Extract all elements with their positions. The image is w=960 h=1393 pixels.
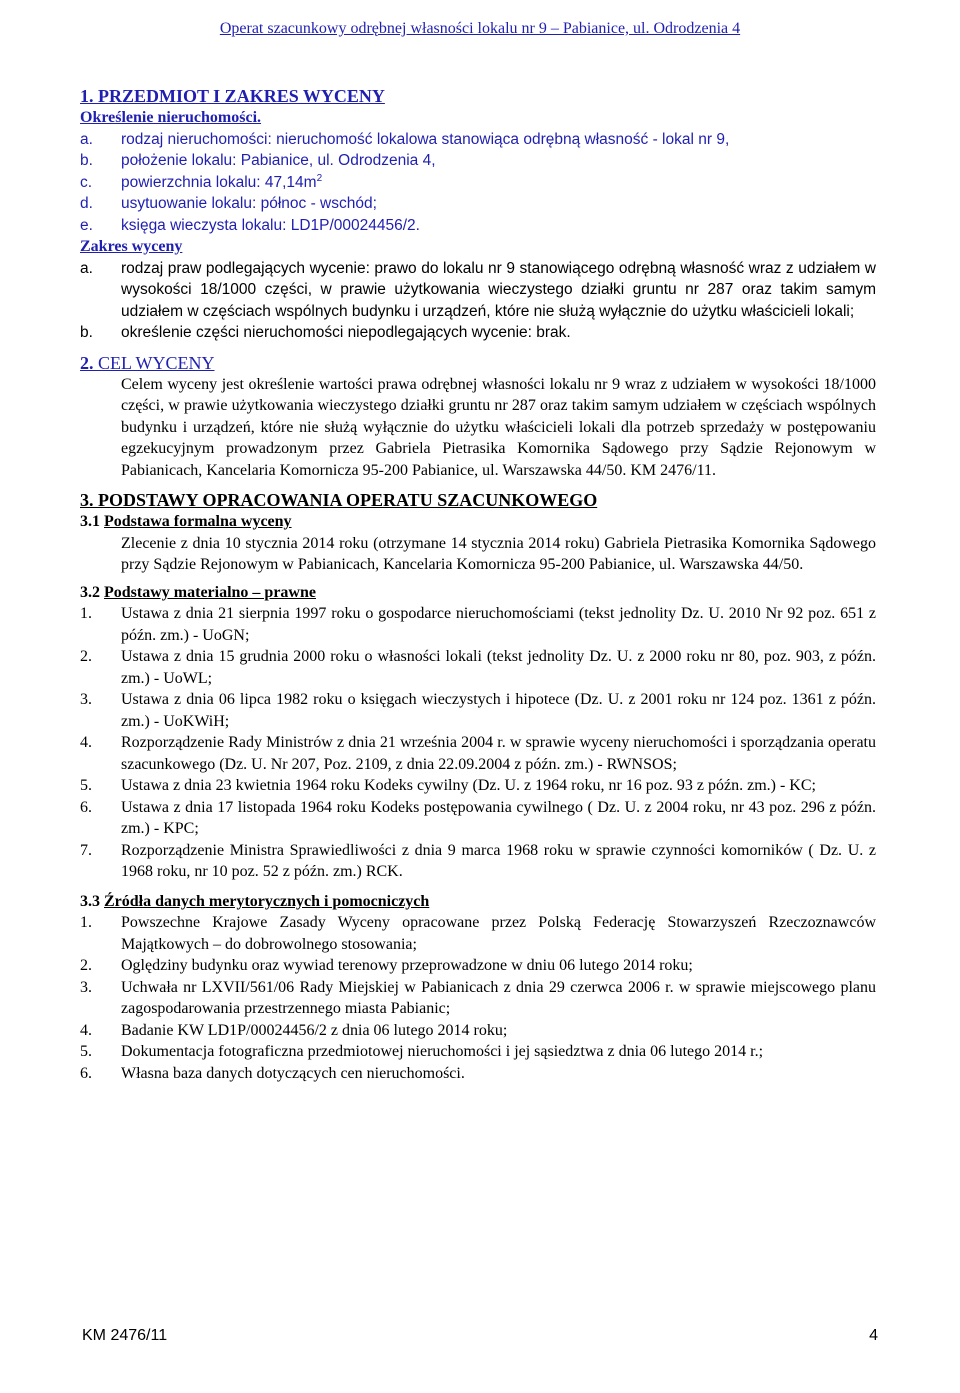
list-item-text: Ustawa z dnia 21 sierpnia 1997 roku o gospodarce nieruchomościami (tekst jednolity Dz. U. 2010 Nr 92 poz. 651 z późn. zm.) - UoGN; (121, 605, 876, 644)
list-item (80, 150, 876, 172)
list-item-text: Powszechne Krajowe Zasady Wyceny opracowane przez Polską Federację Stowarzyszeń Rzeczoznawców Majątkowych – do dobrowolnego stosowania; (121, 914, 876, 953)
list-item-text: położenie lokalu: Pabianice, ul. Odrodzenia 4, (121, 152, 436, 169)
sources-list (80, 912, 876, 1084)
subsection-number: 3.1 (80, 513, 100, 530)
list-item-label: b. (80, 152, 93, 169)
list-item (80, 129, 876, 151)
list-item-text: określenie części nieruchomości niepodlegających wycenie: brak. (121, 324, 571, 341)
scope-list (80, 258, 876, 344)
subsection-number: 3.3 (80, 892, 100, 910)
list-item-text: Ustawa z dnia 17 listopada 1964 roku Kodeks postępowania cywilnego ( Dz. U. z 2004 roku, nr 43 poz. 296 z późn. zm.) - KPC; (121, 798, 876, 837)
list-item (80, 689, 876, 732)
laws-list (80, 603, 876, 883)
list-item-label: 2. (80, 648, 92, 665)
list-item-text: Rozporządzenie Rady Ministrów z dnia 21 września 2004 r. w sprawie wyceny nieruchomości i sporządzania operatu szacunkowego (Dz. U. Nr 207, Poz. 2109, z dnia 22.09.2004 z późn. zm.) - RWNSOS; (121, 734, 876, 773)
list-item-label: 3. (80, 978, 92, 996)
list-item (80, 1063, 876, 1085)
subsection-title: Źródła danych merytorycznych i pomocniczych (104, 892, 430, 910)
footer-case-number: KM 2476/11 (82, 1327, 168, 1344)
list-item-label: c. (80, 173, 93, 191)
running-header (0, 20, 960, 38)
list-item (80, 193, 876, 215)
list-item-text: Ustawa z dnia 06 lipca 1982 roku o księgach wieczystych i hipotece (Dz. U. z 2001 roku nr 124 poz. 1361 z późn. zm.) - UoKWiH; (121, 691, 876, 730)
section-1-title: 1. PRZEDMIOT I ZAKRES WYCENY (80, 86, 385, 106)
section-1-subtitle-scope: Zakres wyceny (80, 238, 183, 255)
list-item (80, 732, 876, 775)
property-list (80, 129, 876, 237)
list-item (80, 258, 876, 323)
list-item-text: Dokumentacja fotograficzna przedmiotowej nieruchomości i jej sąsiedztwa z dnia 06 lutego 2014 r.; (121, 1043, 764, 1060)
list-item-label: 4. (80, 1021, 92, 1039)
subsection-3-2-title (80, 582, 876, 604)
list-item-label: 1. (80, 914, 92, 931)
subsection-3-1-body: Zlecenie z dnia 10 stycznia 2014 roku (otrzymane 14 stycznia 2014 roku) Gabriela Pietrasika Komornika Sądowego przy Sądzie Rejonowym w Pabianicach, Kancelaria Komornicza 95-200 Pabianice, ul. Warszawska 44/50. (121, 534, 876, 573)
list-item-label: a. (80, 130, 93, 148)
list-item-label: 5. (80, 1043, 92, 1060)
list-item (80, 322, 876, 344)
section-2-body: Celem wyceny jest określenie wartości prawa odrębnej własności lokalu nr 9 wraz z udziałem w wysokości 18/1000 części, w prawie użytkowania wieczystego działki gruntu nr 287 oraz takim samym udziałem w częściach wspólnych budynku i urządzeń, które nie służą wyłącznie do użytku właścicieli lokali dla potrzeb sprzedaży w postępowaniu egzekucyjnym prowadzonym przez Gabriela Pietrasika Komornika Sądowego przy Sądzie Rejonowym w Pabianicach, Kancelaria Komornicza 95-200 Pabianice, ul. Warszawska 44/50. KM 2476/11. (121, 375, 876, 479)
section-3-title: 3. PODSTAWY OPRACOWANIA OPERATU SZACUNKOWEGO (80, 490, 598, 510)
subsection-title: Podstawa formalna wyceny (104, 513, 292, 530)
list-item-label: 2. (80, 957, 92, 974)
list-item-label: e. (80, 216, 93, 234)
list-item-label: 6. (80, 798, 92, 816)
list-item-text: powierzchnia lokalu: 47,14m (121, 173, 317, 191)
list-item-text: Uchwała nr LXVII/561/06 Rady Miejskiej w Pabianicach z dnia 29 czerwca 2006 r. w sprawie miejscowego planu zagospodarowania przestrzennego miasta Pabianic; (121, 978, 876, 1017)
list-item-label: b. (80, 324, 93, 341)
list-item-label: 7. (80, 841, 92, 859)
list-item (80, 603, 876, 646)
list-item-text: księga wieczysta lokalu: LD1P/00024456/2. (121, 216, 420, 234)
list-item (80, 646, 876, 689)
list-item (80, 775, 876, 797)
list-item-label: 3. (80, 691, 92, 708)
subsection-3-1-title (80, 511, 876, 533)
list-item-text: Ustawa z dnia 15 grudnia 2000 roku o własności lokali (tekst jednolity Dz. U. z 2000 roku nr 80, poz. 903, z późn. zm.) - UoWL; (121, 648, 876, 687)
list-item-label: d. (80, 195, 93, 212)
list-item (80, 172, 876, 194)
page-content (80, 85, 876, 1084)
section-2-number: 2. (80, 352, 94, 373)
superscript: 2 (316, 172, 323, 184)
subsection-number: 3.2 (80, 583, 100, 601)
section-2-title-text: CEL WYCENY (98, 352, 215, 373)
list-item-text: rodzaj nieruchomości: nieruchomość lokalowa stanowiąca odrębną własność - lokal nr 9, (121, 130, 730, 148)
list-item (80, 912, 876, 955)
list-item-text: Oględziny budynku oraz wywiad terenowy przeprowadzone w dniu 06 lutego 2014 roku; (121, 957, 693, 974)
list-item (80, 1041, 876, 1063)
list-item (80, 840, 876, 883)
section-1-subtitle-property: Określenie nieruchomości. (80, 109, 262, 126)
list-item-label: 5. (80, 777, 92, 794)
list-item-label: a. (80, 259, 93, 277)
subsection-3-3-title (80, 891, 876, 913)
list-item-text: Rozporządzenie Ministra Sprawiedliwości z dnia 9 marca 1968 roku w sprawie czynności komorników ( Dz. U. z 1968 roku, nr 10 poz. 52 z późn. zm.) RCK. (121, 841, 876, 880)
list-item-area (121, 172, 876, 194)
list-item (80, 977, 876, 1020)
list-item-text: Badanie KW LD1P/00024456/2 z dnia 06 lutego 2014 roku; (121, 1021, 508, 1039)
list-item (80, 955, 876, 977)
list-item-text: usytuowanie lokalu: północ - wschód; (121, 195, 377, 212)
page-number: 4 (869, 1327, 878, 1344)
list-item-label: 1. (80, 605, 92, 622)
list-item-text: Ustawa z dnia 23 kwietnia 1964 roku Kodeks cywilny (Dz. U. z 1964 roku, nr 16 poz. 93 z późn. zm.) - KC; (121, 777, 816, 794)
subsection-title: Podstawy materialno – prawne (104, 583, 316, 601)
list-item (80, 1020, 876, 1042)
running-header-text: Operat szacunkowy odrębnej własności lokalu nr 9 – Pabianice, ul. Odrodzenia 4 (219, 20, 741, 37)
list-item-text: rodzaj praw podlegających wycenie: prawo do lokalu nr 9 stanowiącego odrębną własność wraz z udziałem w wysokości 18/1000 części, w prawie użytkowania wieczystego działki gruntu nr 287 oraz takim samym udziałem w częściach wspólnych budynku i urządzeń, które nie służą wyłącznie do użytku właścicieli lokali; (121, 259, 876, 320)
list-item-label: 4. (80, 734, 92, 751)
section-2-title (80, 352, 876, 374)
list-item-label: 6. (80, 1064, 92, 1082)
list-item (80, 215, 876, 237)
list-item-text: Własna baza danych dotyczących cen nieruchomości. (121, 1064, 465, 1082)
list-item (80, 797, 876, 840)
